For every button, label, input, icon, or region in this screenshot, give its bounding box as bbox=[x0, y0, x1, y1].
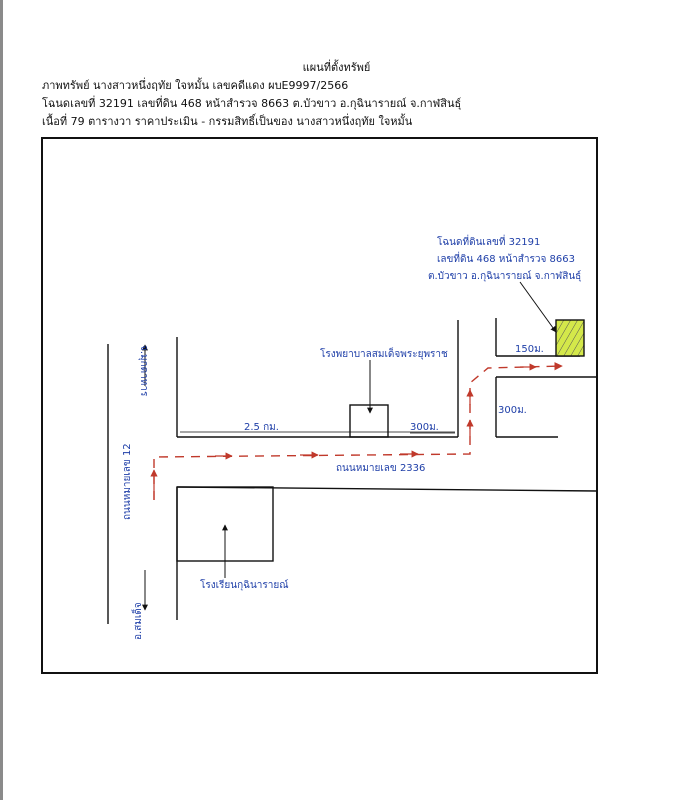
distance-label-2-5km: 2.5 กม. bbox=[244, 422, 279, 433]
north-destination-label: จ.มุกดาหาร bbox=[138, 345, 149, 397]
road-12-label: ถนนหมายเลข 12 bbox=[122, 443, 133, 520]
route-path bbox=[154, 366, 562, 500]
south-destination-label: อ.สมเด็จ bbox=[133, 602, 144, 640]
map-title: แผนที่ตั้งทรัพย์ bbox=[302, 61, 371, 74]
route-arrowheads bbox=[154, 367, 536, 500]
distance-label-300m-a: 300ม. bbox=[410, 422, 439, 433]
area-ownership-line: เนื้อที่ 79 ตารางวา ราคาประเมิน - กรรมสิทธิ์เป็นของ นางสาวหนึ่งฤทัย ใจหมั้น bbox=[42, 115, 413, 128]
distance-label-150m: 150ม. bbox=[515, 344, 544, 355]
distance-label-300m-b: 300ม. bbox=[498, 405, 527, 416]
target-label-line-2: เลขที่ดิน 468 หน้าสำรวจ 8663 bbox=[437, 254, 575, 265]
road-2336-label: ถนนหมายเลข 2336 bbox=[336, 463, 426, 474]
school-label: โรงเรียนกุฉินารายณ์ bbox=[200, 580, 289, 591]
target-label-line-1: โฉนดที่ดินเลขที่ 32191 bbox=[437, 237, 541, 248]
hospital-label: โรงพยาบาลสมเด็จพระยุพราช bbox=[320, 349, 448, 360]
target-pointer-arrow bbox=[520, 282, 556, 332]
target-parcel bbox=[556, 320, 584, 356]
deed-details-line: โฉนดเลขที่ 32191 เลขที่ดิน 468 หน้าสำรวจ 8663 ต.บัวขาว อ.กุฉินารายณ์ จ.กาฬสินธุ์ bbox=[42, 97, 462, 110]
target-label-line-3: ต.บัวขาว อ.กุฉินารายณ์ จ.กาฬสินธุ์ bbox=[428, 271, 582, 282]
property-owner-line: ภาพทรัพย์ นางสาวหนึ่งฤทัย ใจหมั้น เลขคดีแดง ผบE9997/2566 bbox=[42, 79, 349, 92]
